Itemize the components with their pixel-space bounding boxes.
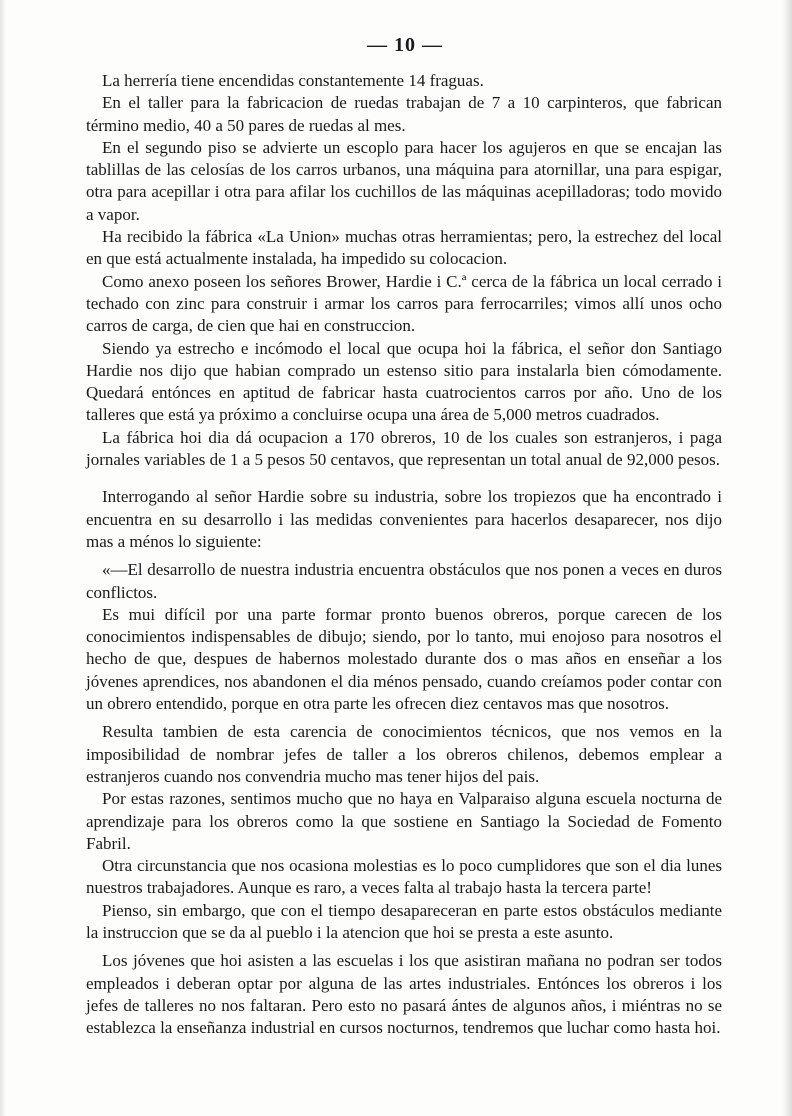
paragraph-1: La herrería tiene encendidas constantemente 14 fraguas.: [102, 71, 484, 90]
paragraph-5: Como anexo poseen los señores Brower, Hardie i C.ª cerca de la fábrica un local cerrado i techado con zinc para construir i armar los carros para ferrocarriles; vimos allí unos ocho carros de carga, de cien que hai en construccion.: [86, 271, 722, 336]
page-number: — 10 —: [367, 34, 443, 56]
scan-shadow-right: [782, 0, 792, 1116]
scan-shadow-left: [0, 0, 6, 1116]
paragraph-14: Pienso, sin embargo, que con el tiempo desapareceran en parte estos obstáculos mediante la instruccion que se da al pueblo i la atencion que hoi se presta a este asunto.: [86, 900, 722, 942]
paragraph-8: Interrogando al señor Hardie sobre su industria, sobre los tropiezos que ha encontrado i encuentra en su desarrollo i las medidas convenientes para hacerlos desaparecer, nos dijo mas a ménos lo siguiente:: [86, 487, 722, 551]
paragraph-3: En el segundo piso se advierte un escoplo para hacer los agujeros en que se encajan las tablillas de las celosías de los carros urbanos, una máquina para atornillar, una para espigar, otra para acepillar i otra para afilar los cuchillos de las máquinas acepilladoras; todo movido a vapor.: [86, 137, 722, 224]
paragraph-9: «—El desarrollo de nuestra industria encuentra obstáculos que nos ponen a veces en duros conflictos.: [86, 560, 722, 602]
paragraph-10: Es mui difícil por una parte formar pronto buenos obreros, porque carecen de los conocimientos indispensables de dibujo; siendo, por lo tanto, mui enojoso para nosotros el hecho de que, despues de habernos molestado durante dos o mas años en enseñar a los jóvenes aprendices, nos abandonen el dia ménos pensado, cuando creíamos poder contar con un obrero entendido, porque en otra parte les ofrecen diez centavos mas que nosotros.: [86, 604, 722, 714]
paragraph-2: En el taller para la fabricacion de ruedas trabajan de 7 a 10 carpinteros, que fabrican término medio, 40 a 50 pares de ruedas al mes.: [86, 93, 722, 135]
paragraph-11: Resulta tambien de esta carencia de conocimientos técnicos, que nos vemos en la imposibilidad de nombrar jefes de taller a los obreros chilenos, debemos emplear a estranjeros cuando nos convendria mucho mas tener hijos del pais.: [86, 722, 722, 786]
paragraph-12: Por estas razones, sentimos mucho que no haya en Valparaiso alguna escuela nocturna de aprendizaje para los obreros como la que sostiene en Santiago la Sociedad de Fomento Fabril.: [86, 789, 722, 853]
paragraph-15: Los jóvenes que hoi asisten a las escuelas i los que asistiran mañana no podran ser todos empleados i deberan optar por alguna de las artes industriales. Entónces los obreros i los jefes de talleres no nos faltaran. Pero esto no pasará ántes de algunos años, i miéntras no se establezca la enseñanza industrial en cursos nocturnos, tendremos que luchar como hasta hoi.: [86, 951, 722, 1038]
paragraph-6: Siendo ya estrecho e incómodo el local que ocupa hoi la fábrica, el señor don Santiago Hardie nos dijo que habian comprado un estenso sitio para instalarla bien cómodamente. Quedará entónces en aptitud de fabricar hasta cuatrocientos carros por año. Uno de los talleres que está ya próximo a concluirse ocupa una área de 5,000 metros cuadrados.: [86, 338, 722, 425]
paragraph-4: Ha recibido la fábrica «La Union» muchas otras herramientas; pero, la estrechez del local en que está actualmente instalada, ha impedido su colocacion.: [86, 227, 722, 269]
paragraph-7: La fábrica hoi dia dá ocupacion a 170 obreros, 10 de los cuales son estranjeros, i paga jornales variables de 1 a 5 pesos 50 centavos, que representan un total anual de 92,000 pesos.: [86, 427, 722, 470]
body-text: [86, 70, 722, 1039]
paragraph-13: Otra circunstancia que nos ocasiona molestias es lo poco cumplidores que son el dia lunes nuestros trabajadores. Aunque es raro, a veces falta al trabajo hasta la tercera parte!: [86, 856, 722, 898]
